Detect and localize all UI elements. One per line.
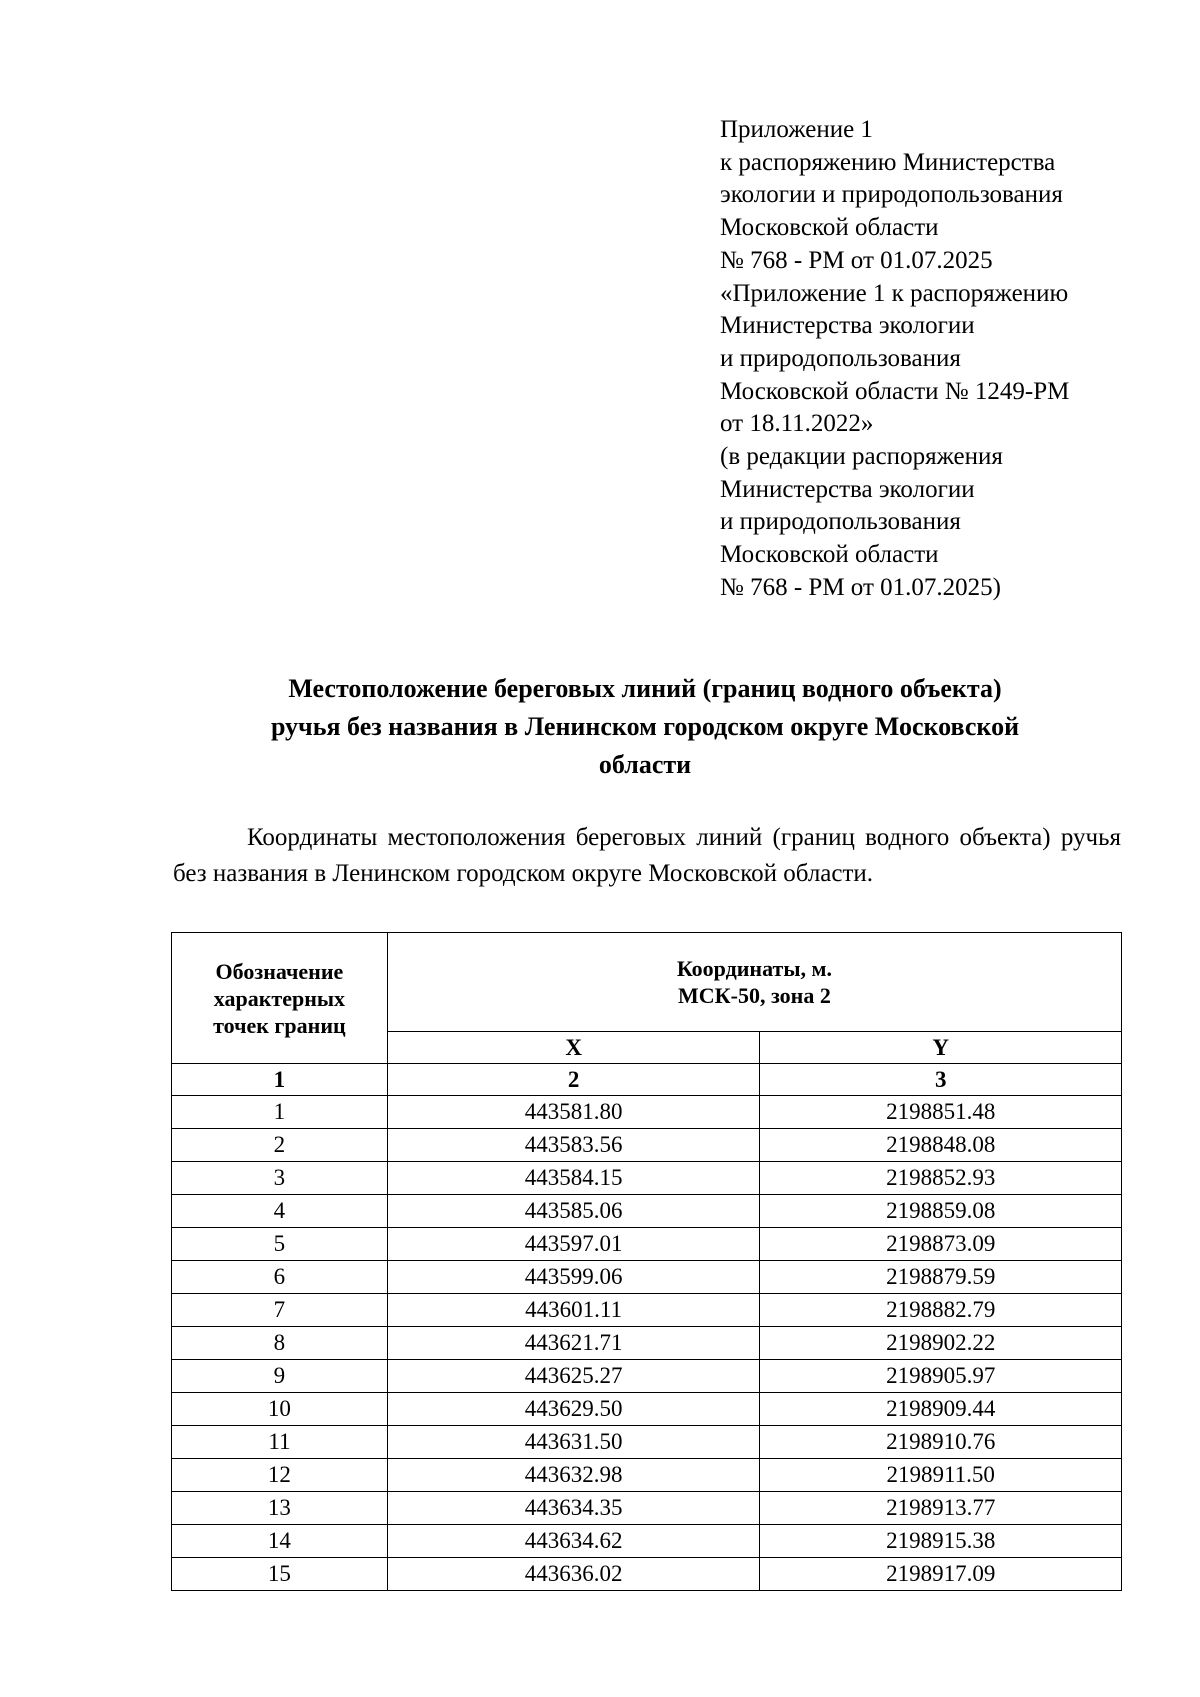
title-line: ручья без названия в Ленинском городском округе Московской <box>270 712 1020 741</box>
table-row <box>172 1459 1122 1492</box>
appendix-line: от 18.11.2022» <box>720 410 874 438</box>
y-coordinate-cell: 2198851.48 <box>760 1096 1122 1129</box>
appendix-block <box>720 114 1150 605</box>
points-column-header: Обозначение характерных точек границ <box>172 933 388 1064</box>
y-coordinate-cell: 2198909.44 <box>760 1393 1122 1426</box>
x-coordinate-cell: 443631.50 <box>387 1426 760 1459</box>
table-row <box>172 1558 1122 1591</box>
appendix-line: Московской области <box>720 214 939 242</box>
appendix-line: к распоряжению Министерства <box>720 148 1056 176</box>
appendix-line: № 768 - РМ от 01.07.2025) <box>720 573 1001 601</box>
table-row <box>172 1492 1122 1525</box>
appendix-line: и природопользования <box>720 508 961 536</box>
x-coordinate-cell: 443629.50 <box>387 1393 760 1426</box>
y-coordinate-cell: 2198915.38 <box>760 1525 1122 1558</box>
coordinates-table <box>171 932 1122 1591</box>
y-coordinate-cell: 2198859.08 <box>760 1195 1122 1228</box>
document-title <box>170 670 1120 784</box>
point-id-cell: 4 <box>172 1195 388 1228</box>
x-coordinate-cell: 443601.11 <box>387 1294 760 1327</box>
x-coordinate-cell: 443599.06 <box>387 1261 760 1294</box>
column-number: 2 <box>387 1064 760 1096</box>
x-coordinate-cell: 443632.98 <box>387 1459 760 1492</box>
x-coordinate-cell: 443583.56 <box>387 1129 760 1162</box>
title-line: области <box>598 750 692 779</box>
y-coordinate-cell: 2198902.22 <box>760 1327 1122 1360</box>
point-id-cell: 14 <box>172 1525 388 1558</box>
appendix-line: и природопользования <box>720 344 961 372</box>
appendix-line: Московской области № 1249-РМ <box>720 377 1070 405</box>
x-coordinate-cell: 443585.06 <box>387 1195 760 1228</box>
column-number: 1 <box>172 1064 388 1096</box>
point-id-cell: 9 <box>172 1360 388 1393</box>
point-id-cell: 10 <box>172 1393 388 1426</box>
table-row <box>172 1393 1122 1426</box>
table-row <box>172 1426 1122 1459</box>
table-row <box>172 1294 1122 1327</box>
table-row <box>172 1228 1122 1261</box>
point-id-cell: 7 <box>172 1294 388 1327</box>
intro-paragraph: Координаты местоположения береговых линий (границ водного объекта) ручья без названия в Ленинском городском округе Московской области. <box>173 824 1121 887</box>
y-coordinate-cell: 2198882.79 <box>760 1294 1122 1327</box>
point-id-cell: 13 <box>172 1492 388 1525</box>
appendix-line: Приложение 1 <box>720 116 873 143</box>
y-coordinate-cell: 2198848.08 <box>760 1129 1122 1162</box>
y-column-header: Y <box>760 1032 1122 1064</box>
appendix-line: (в редакции распоряжения <box>720 443 1003 471</box>
table-row <box>172 1162 1122 1195</box>
x-coordinate-cell: 443634.62 <box>387 1525 760 1558</box>
point-id-cell: 15 <box>172 1558 388 1591</box>
y-coordinate-cell: 2198917.09 <box>760 1558 1122 1591</box>
title-line: Местоположение береговых линий (границ водного объекта) <box>288 674 1002 703</box>
y-coordinate-cell: 2198852.93 <box>760 1162 1122 1195</box>
point-id-cell: 6 <box>172 1261 388 1294</box>
column-numbering-row <box>172 1064 1122 1096</box>
table-row <box>172 1129 1122 1162</box>
x-coordinate-cell: 443625.27 <box>387 1360 760 1393</box>
y-coordinate-cell: 2198910.76 <box>760 1426 1122 1459</box>
x-coordinate-cell: 443621.71 <box>387 1327 760 1360</box>
x-coordinate-cell: 443634.35 <box>387 1492 760 1525</box>
appendix-line: № 768 - РМ от 01.07.2025 <box>720 246 993 274</box>
coordinates-column-header: Координаты, м. МСК-50, зона 2 <box>387 933 1121 1032</box>
point-id-cell: 11 <box>172 1426 388 1459</box>
table-body <box>172 1096 1122 1591</box>
table-row <box>172 1261 1122 1294</box>
point-id-cell: 8 <box>172 1327 388 1360</box>
x-coordinate-cell: 443581.80 <box>387 1096 760 1129</box>
point-id-cell: 1 <box>172 1096 388 1129</box>
table-row <box>172 1525 1122 1558</box>
appendix-line: Министерства экологии <box>720 475 975 503</box>
x-coordinate-cell: 443584.15 <box>387 1162 760 1195</box>
table-row <box>172 1327 1122 1360</box>
y-coordinate-cell: 2198913.77 <box>760 1492 1122 1525</box>
appendix-line: Министерства экологии <box>720 312 975 340</box>
table-row <box>172 1195 1122 1228</box>
y-coordinate-cell: 2198905.97 <box>760 1360 1122 1393</box>
point-id-cell: 3 <box>172 1162 388 1195</box>
table-row <box>172 1096 1122 1129</box>
y-coordinate-cell: 2198873.09 <box>760 1228 1122 1261</box>
column-number: 3 <box>760 1064 1122 1096</box>
table-row <box>172 1360 1122 1393</box>
y-coordinate-cell: 2198911.50 <box>760 1459 1122 1492</box>
x-coordinate-cell: 443597.01 <box>387 1228 760 1261</box>
appendix-line: «Приложение 1 к распоряжению <box>720 279 1069 307</box>
y-coordinate-cell: 2198879.59 <box>760 1261 1122 1294</box>
point-id-cell: 5 <box>172 1228 388 1261</box>
x-column-header: X <box>387 1032 760 1064</box>
point-id-cell: 12 <box>172 1459 388 1492</box>
appendix-line: Московской области <box>720 541 939 569</box>
x-coordinate-cell: 443636.02 <box>387 1558 760 1591</box>
point-id-cell: 2 <box>172 1129 388 1162</box>
appendix-line: экологии и природопользования <box>720 181 1063 209</box>
